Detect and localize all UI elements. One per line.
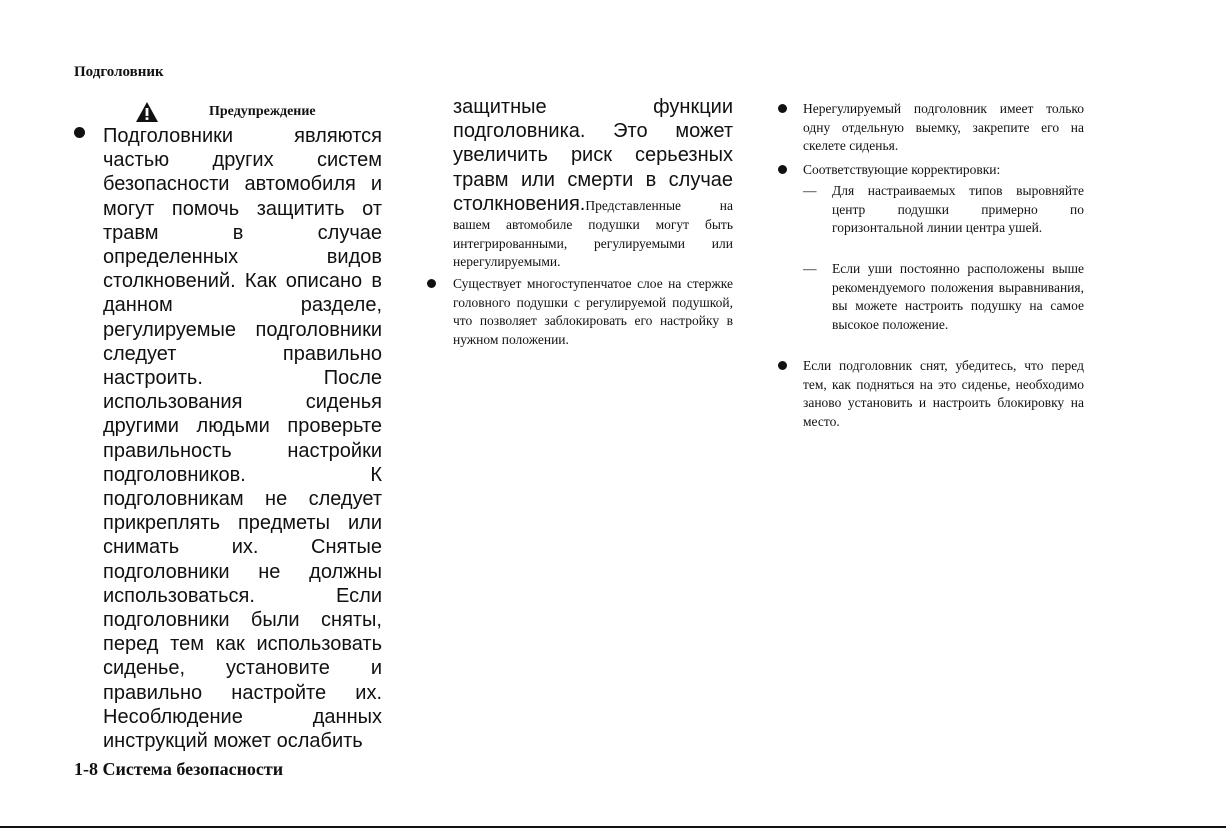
list-item: Нерегулируемый подголовник имеет только одну отдельную выемку, закрепите его на скелете сиденья. xyxy=(803,101,1084,154)
list-item: Существует многоступенчатое слое на стержке головного подушки с регулируемой подушкой, что позволяет заблокировать его настройку в нужном положении. xyxy=(453,276,733,347)
bullet-icon xyxy=(778,165,787,174)
bullet-icon xyxy=(778,104,787,113)
note-text: Представленные на вашем автомобиле подушки могут быть интегрированными, регулируемыми или нерегулируемыми. xyxy=(453,197,733,270)
bullet-icon xyxy=(74,127,85,138)
list-item: Соответствующие корректировки: xyxy=(803,162,1001,177)
warning-text: Подголовники являются частью других систем безопасности автомобиля и могут помочь защитить от травм в случае определенных видов столкновений. Как описано в данном разделе, регулируемые подголовники следует правильно настроить. После использования сиденья другими людьми проверьте правильность настройки подголовников. К подголовникам не следует прикреплять предметы или снимать их. Снятые подголовники не должны использоваться. Если подголовники были сняты, перед тем как использовать сиденье, установите и правильно настройте их. Несоблюдение данных инструкций может ослабить xyxy=(103,125,382,753)
bottom-divider xyxy=(0,826,1226,828)
sub-list-item: Если уши постоянно расположены выше рекомендуемого положения выравнивания, вы можете настроить подушку на самое высокое положение. xyxy=(832,261,1084,332)
page-footer: 1-8 Система безопасности xyxy=(74,759,284,779)
warning-text-continued: защитные функции подголовника. Это может увеличить риск серьезных травм или смерти в случае столкновения. xyxy=(453,96,733,215)
dash-marker: — xyxy=(803,183,817,198)
sub-list-item: Для настраиваемых типов выровняйте центр подушки примерно по горизонтальной линии центра ушей. xyxy=(832,183,1084,236)
warning-header xyxy=(135,100,355,124)
warning-title: Предупреждение xyxy=(209,104,316,119)
bullet-icon xyxy=(427,279,436,288)
list-item: Если подголовник снят, убедитесь, что перед тем, как подняться на это сиденье, необходимо заново установить и настроить блокировку на место. xyxy=(803,358,1084,429)
dash-marker: — xyxy=(803,261,817,276)
section-title: Подголовник xyxy=(74,64,164,80)
warning-triangle-icon xyxy=(135,101,159,123)
bullet-icon xyxy=(778,361,787,370)
column2-paragraph xyxy=(453,95,733,272)
